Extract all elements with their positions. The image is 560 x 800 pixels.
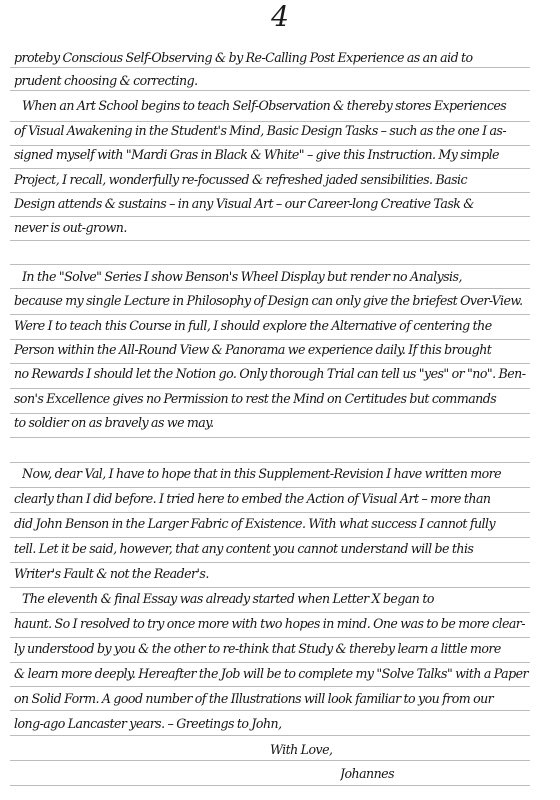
text-line: did John Benson in the Larger Fabric of Existence. With what success I cannot fully (14, 516, 496, 531)
page-number: 4 (271, 0, 289, 33)
ruled-line (10, 168, 530, 169)
text-line: on Solid Form. A good number of the Illustrations will look familiar to you from our (14, 691, 494, 706)
ruled-line (10, 637, 530, 638)
ruled-line (10, 288, 530, 289)
text-line: haunt. So I resolved to try once more with two hopes in mind. One was to be more clear- (14, 616, 525, 631)
ruled-line (10, 462, 530, 463)
ruled-line (10, 537, 530, 538)
text-line: Design attends & sustains – in any Visual Art – our Career-long Creative Task & (14, 196, 474, 211)
text-line: son's Excellence gives no Permission to rest the Mind on Certitudes but commands (14, 391, 497, 406)
text-line: of Visual Awakening in the Student's Mind, Basic Design Tasks – such as the one I as- (14, 123, 507, 138)
ruled-line (10, 216, 530, 217)
text-line: no Rewards I should let the Notion go. Only thorough Trial can tell us "yes" or "no". Ben- (14, 366, 526, 381)
text-line: ly understood by you & the other to re-think that Study & thereby learn a little more (14, 641, 501, 656)
ruled-line (10, 192, 530, 193)
text-line: long-ago Lancaster years. – Greetings to John, (14, 716, 282, 731)
text-line: prudent choosing & correcting. (14, 73, 198, 88)
text-line: never is out-grown. (14, 220, 127, 235)
text-line: Now, dear Val, I have to hope that in this Supplement-Revision I have written more (22, 466, 502, 481)
ruled-line (10, 587, 530, 588)
text-line: Person within the All-Round View & Panorama we experience daily. If this brought (14, 342, 492, 357)
ruled-line (10, 735, 530, 736)
text-line: Project, I recall, wonderfully re-focussed & refreshed jaded sensibilities. Basic (14, 172, 467, 187)
text-line: Were I to teach this Course in full, I should explore the Alternative of centering the (14, 318, 492, 333)
ruled-line (10, 785, 530, 786)
ruled-line (10, 612, 530, 613)
ruled-line (10, 686, 530, 687)
ruled-line (10, 562, 530, 563)
text-line: The eleventh & final Essay was already started when Letter X began to (22, 591, 434, 606)
text-line: & learn more deeply. Hereafter the Job will be to complete my "Solve Talks" with a Paper (14, 666, 529, 681)
text-line: clearly than I did before. I tried here to embed the Action of Visual Art – more than (14, 491, 491, 506)
text-line: proteby Conscious Self-Observing & by Re-Calling Post Experience as an aid to (14, 50, 473, 65)
ruled-line (10, 437, 530, 438)
ruled-line (10, 662, 530, 663)
text-line: When an Art School begins to teach Self-Observation & thereby stores Experiences (22, 98, 507, 113)
text-line: tell. Let it be said, however, that any content you cannot understand will be this (14, 541, 474, 556)
ruled-line (10, 512, 530, 513)
text-line: Writer's Fault & not the Reader's. (14, 566, 209, 581)
valediction: With Love, (270, 742, 333, 757)
ruled-line (10, 314, 530, 315)
ruled-line (10, 240, 530, 241)
ruled-line (10, 487, 530, 488)
ruled-line (10, 264, 530, 265)
signature: Johannes (340, 766, 394, 781)
text-line: because my single Lecture in Philosophy of Design can only give the briefest Over-View. (14, 293, 523, 308)
text-line: In the "Solve" Series I show Benson's Wheel Display but render no Analysis, (22, 269, 462, 284)
text-line: signed myself with "Mardi Gras in Black & White" – give this Instruction. My simple (14, 147, 499, 162)
ruled-line (10, 710, 530, 711)
text-line: to soldier on as bravely as we may. (14, 415, 214, 430)
ruled-line (10, 760, 530, 761)
